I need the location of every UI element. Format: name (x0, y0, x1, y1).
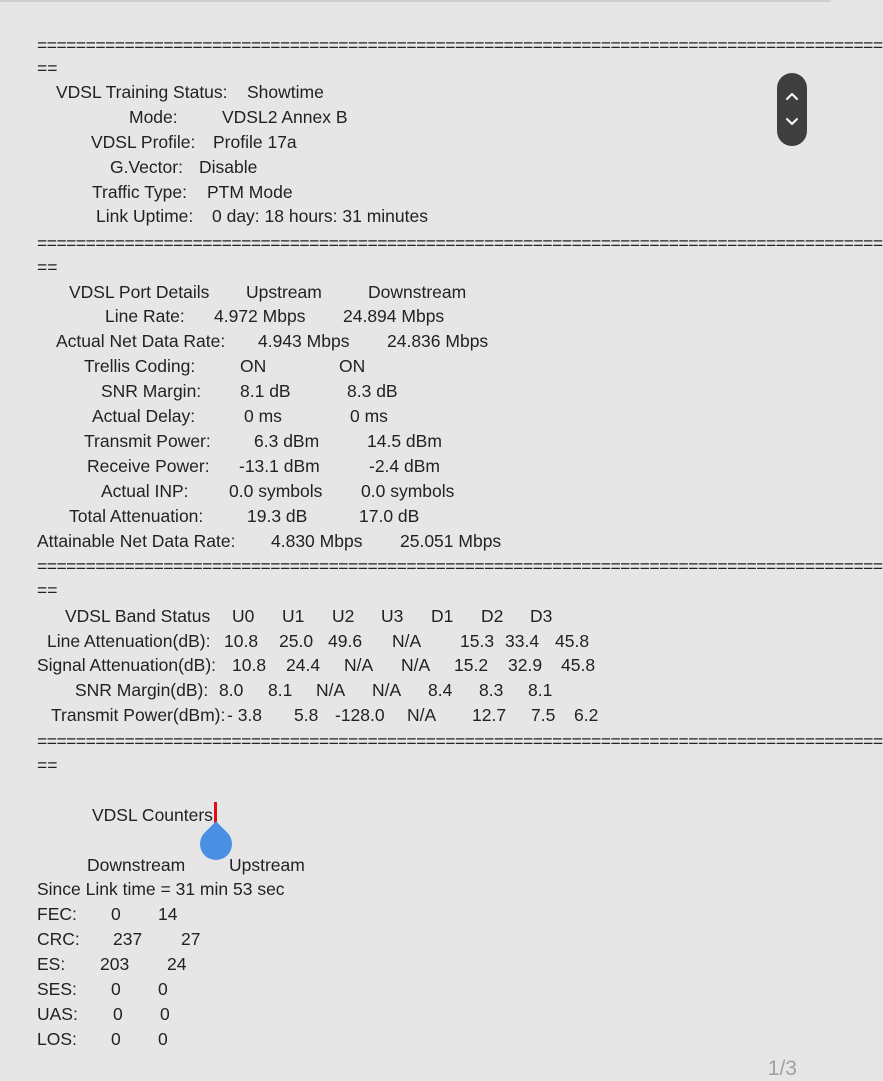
band-header-d3: D3 (530, 606, 553, 626)
port-row-upstream: 0 ms (244, 406, 282, 426)
band-cell: 8.3 (479, 680, 504, 700)
gvector-label: G.Vector: (110, 157, 183, 177)
port-row-upstream: 8.1 dB (240, 381, 291, 401)
port-row-downstream: ON (339, 356, 366, 376)
port-row-label: Transmit Power: (84, 431, 211, 451)
port-row-upstream: 6.3 dBm (254, 431, 320, 451)
port-row-downstream: 14.5 dBm (367, 431, 442, 451)
mode-label: Mode: (129, 107, 178, 127)
counter-downstream: 237 (113, 929, 143, 949)
vdsl-profile-label: VDSL Profile: (91, 132, 196, 152)
port-row-upstream: 4.972 Mbps (214, 306, 306, 326)
port-row-downstream: 24.894 Mbps (343, 306, 445, 326)
counter-label: SES: (37, 979, 77, 999)
traffic-type-label: Traffic Type: (92, 182, 187, 202)
band-cell: 33.4 (505, 631, 540, 651)
mode-value: VDSL2 Annex B (222, 107, 348, 127)
counter-upstream: 0 (160, 1004, 170, 1024)
vdsl-profile-value: Profile 17a (213, 132, 297, 152)
since-link-time: Since Link time = 31 min 53 sec (37, 879, 285, 899)
chevron-down-icon[interactable] (784, 116, 800, 128)
counter-upstream: 27 (181, 929, 201, 949)
port-row-label: Total Attenuation: (69, 506, 204, 526)
port-row-label: Line Rate: (105, 306, 185, 326)
band-cell: 8.0 (219, 680, 244, 700)
training-status-label: VDSL Training Status: (56, 82, 228, 102)
band-cell: 12.7 (472, 705, 507, 725)
band-cell: 6.2 (574, 705, 599, 725)
band-header-u2: U2 (332, 606, 355, 626)
band-cell: N/A (392, 631, 422, 651)
port-row-downstream: -2.4 dBm (369, 456, 440, 476)
band-header-u3: U3 (381, 606, 404, 626)
band-cell: 49.6 (328, 631, 363, 651)
band-header-d1: D1 (431, 606, 454, 626)
port-row-downstream: 24.836 Mbps (387, 331, 489, 351)
top-border (0, 0, 831, 2)
separator-tail: == (37, 580, 58, 600)
separator-tail: == (37, 58, 58, 78)
port-row-upstream: 0.0 symbols (229, 481, 323, 501)
port-row-downstream: 8.3 dB (347, 381, 398, 401)
counter-upstream: 0 (158, 979, 168, 999)
counters-title: VDSL Counters (92, 805, 213, 825)
band-cell: 32.9 (508, 655, 543, 675)
counter-downstream: 0 (111, 979, 121, 999)
port-row-downstream: 25.051 Mbps (400, 531, 502, 551)
band-cell: 24.4 (286, 655, 321, 675)
link-uptime-value: 0 day: 18 hours: 31 minutes (212, 206, 428, 226)
band-cell: N/A (401, 655, 431, 675)
band-row-label: Line Attenuation(dB): (47, 631, 211, 651)
port-row-label: Trellis Coding: (84, 356, 196, 376)
counter-downstream: 0 (113, 1004, 123, 1024)
counter-upstream: 24 (167, 954, 187, 974)
counter-label: LOS: (37, 1029, 77, 1049)
band-row-label: Transmit Power(dBm): (51, 705, 226, 725)
band-cell: 15.3 (460, 631, 495, 651)
band-status-header: VDSL Band Status (65, 606, 211, 626)
port-row-label: Attainable Net Data Rate: (37, 531, 236, 551)
band-cell: 5.8 (294, 705, 319, 725)
counter-downstream: 0 (111, 904, 121, 924)
port-details-header: VDSL Port Details (69, 282, 210, 302)
counter-label: FEC: (37, 904, 77, 924)
band-cell: 10.8 (232, 655, 267, 675)
counter-label: ES: (37, 954, 66, 974)
port-row-label: Receive Power: (87, 456, 210, 476)
counter-upstream: 14 (158, 904, 178, 924)
separator-tail: == (37, 755, 58, 775)
gvector-value: Disable (199, 157, 258, 177)
band-cell: 8.1 (268, 680, 293, 700)
band-cell: 25.0 (279, 631, 314, 651)
separator-line: ======================================================================================= (37, 233, 883, 253)
band-row-label: SNR Margin(dB): (75, 680, 209, 700)
band-header-u1: U1 (282, 606, 305, 626)
band-cell: -128.0 (335, 705, 385, 725)
band-cell: 8.4 (428, 680, 453, 700)
port-row-downstream: 0.0 symbols (361, 481, 455, 501)
counters-header-downstream: Downstream (87, 855, 186, 875)
port-row-upstream: 4.830 Mbps (271, 531, 363, 551)
port-row-downstream: 0 ms (350, 406, 388, 426)
scroll-controls (777, 73, 807, 146)
counter-downstream: 0 (111, 1029, 121, 1049)
band-cell: N/A (316, 680, 346, 700)
training-status-value: Showtime (247, 82, 324, 102)
link-uptime-label: Link Uptime: (96, 206, 194, 226)
separator-line: ======================================================================================= (37, 556, 883, 576)
port-details-header-downstream: Downstream (368, 282, 467, 302)
counter-label: UAS: (37, 1004, 78, 1024)
port-row-upstream: 4.943 Mbps (258, 331, 350, 351)
band-cell: 10.8 (224, 631, 259, 651)
port-row-downstream: 17.0 dB (359, 506, 420, 526)
band-cell: 15.2 (454, 655, 489, 675)
band-cell: 8.1 (528, 680, 553, 700)
band-cell: N/A (344, 655, 374, 675)
separator-tail: == (37, 257, 58, 277)
band-cell: - 3.8 (227, 705, 263, 725)
port-row-label: SNR Margin: (101, 381, 202, 401)
band-header-u0: U0 (232, 606, 255, 626)
band-cell: 7.5 (531, 705, 556, 725)
separator-line: ======================================================================================= (37, 35, 883, 55)
band-row-label: Signal Attenuation(dB): (37, 655, 217, 675)
band-cell: N/A (372, 680, 402, 700)
port-row-label: Actual INP: (101, 481, 189, 501)
chevron-up-icon[interactable] (784, 90, 800, 102)
counter-upstream: 0 (158, 1029, 168, 1049)
port-row-label: Actual Net Data Rate: (56, 331, 226, 351)
counter-label: CRC: (37, 929, 80, 949)
band-header-d2: D2 (481, 606, 504, 626)
separator-line: ======================================================================================= (37, 731, 883, 751)
port-row-label: Actual Delay: (92, 406, 196, 426)
port-row-upstream: -13.1 dBm (239, 456, 320, 476)
port-row-upstream: ON (240, 356, 267, 376)
counters-header-upstream: Upstream (229, 855, 305, 875)
band-cell: N/A (407, 705, 437, 725)
traffic-type-value: PTM Mode (207, 182, 293, 202)
page-indicator: 1/3 (767, 1057, 797, 1080)
band-cell: 45.8 (561, 655, 596, 675)
port-row-upstream: 19.3 dB (247, 506, 308, 526)
counter-downstream: 203 (100, 954, 130, 974)
band-cell: 45.8 (555, 631, 590, 651)
port-details-header-upstream: Upstream (246, 282, 322, 302)
